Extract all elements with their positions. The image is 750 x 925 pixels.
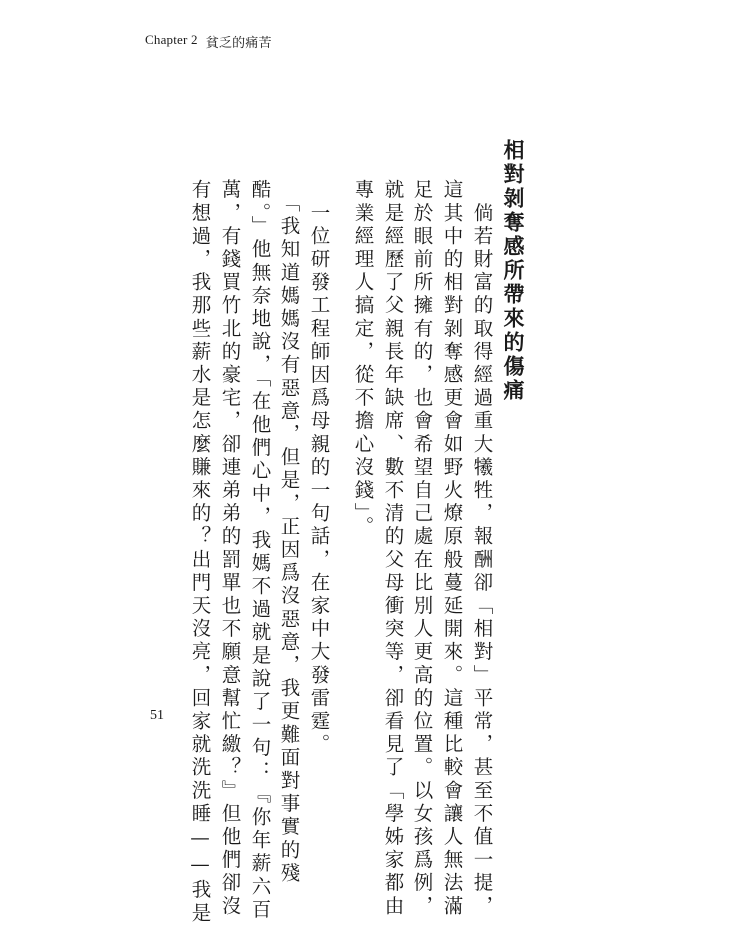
body-text-column: 萬，有錢買竹北的豪宅，卻連弟弟的罰單也不願意幫忙繳？』但他們卻沒 <box>218 179 242 919</box>
running-header <box>145 32 272 51</box>
chapter-label: Chapter 2 <box>145 32 198 47</box>
body-text-column: 足於眼前所擁有的，也會希望自己處在比別人更高的位置。以女孩爲例， <box>410 179 434 919</box>
body-text-column: 有想過，我那些薪水是怎麼賺來的？出門天沒亮，回家就洗洗睡——我是 <box>188 179 212 925</box>
page-number: 51 <box>150 708 164 723</box>
body-text-column: 一位研發工程師因爲母親的一句話，在家中大發雷霆。 <box>307 179 331 757</box>
body-text-column: 專業經理人搞定，從不擔心沒錢」。 <box>351 179 375 539</box>
body-text-column: 就是經歷了父親長年缺席、數不清的父母衝突等，卻看見了「學姊家都由 <box>381 179 405 919</box>
section-heading: 相對剝奪感所帶來的傷痛 <box>501 139 525 403</box>
chapter-title: 貧乏的痛苦 <box>205 35 272 50</box>
body-text-column: 倘若財富的取得經過重大犧牲，報酬卻「相對」平常，甚至不值一提， <box>470 179 494 919</box>
body-text-column: 「我知道媽媽沒有惡意，但是，正因爲沒惡意，我更難面對事實的殘 <box>277 179 301 886</box>
body-text-column: 這其中的相對剝奪感更會如野火燎原般蔓延開來。這種比較會讓人無法滿 <box>440 179 464 919</box>
body-text-column: 酷。」他無奈地說，「在他們心中，我媽不過就是說了一句：『你年薪六百 <box>248 179 272 922</box>
